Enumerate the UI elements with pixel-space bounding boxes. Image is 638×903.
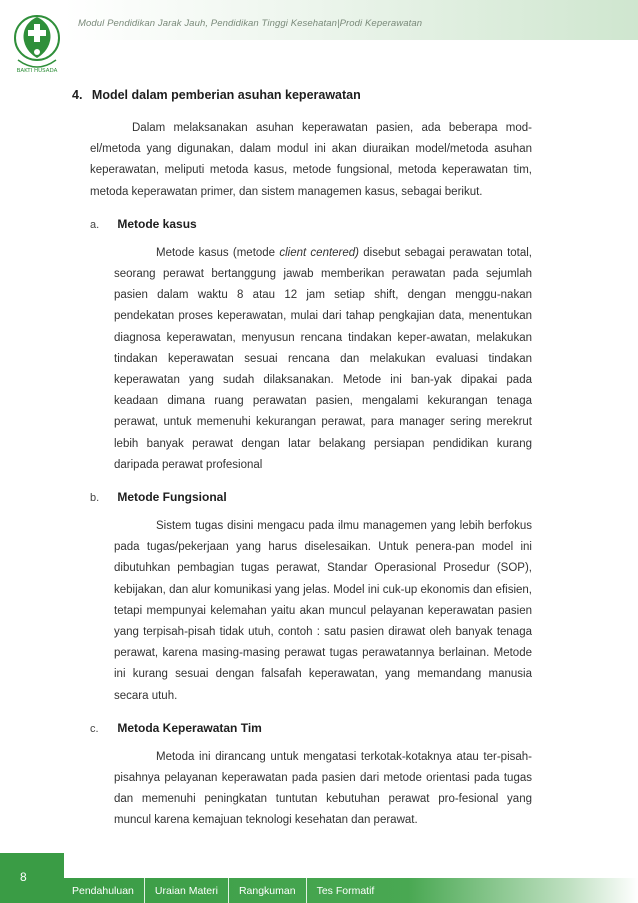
footer-link-uraian-materi[interactable]: Uraian Materi	[145, 878, 229, 903]
footer-nav	[64, 878, 638, 903]
page-number: 8	[20, 870, 27, 884]
body-text: Metode kasus (metode	[156, 246, 280, 259]
main-content	[72, 88, 532, 832]
footer-link-pendahuluan[interactable]: Pendahuluan	[64, 878, 145, 903]
subsection-title: Metoda Keperawatan Tim	[117, 720, 262, 735]
svg-text:BAKTI HUSADA: BAKTI HUSADA	[16, 68, 58, 74]
section-heading	[72, 88, 532, 102]
subsection-body: Sistem tugas disini mengacu pada ilmu managemen yang lebih berfokus pada tugas/pekerjaan yang harus diselesaikan. Untuk penera-pan model ini dibutuhkan pembagian tugas perawat, Standar Operasional Prosedur (SOP), kebijakan, dan alur komunikasi yang jelas. Model ini cuk-up ekonomis dan efisien, tetapi mempunyai kelemahan yaitu akan muncul pelayanan keperawatan pasien yang terpisah-pisah tidak utuh, contoh : satu pasien dirawat oleh banyak tenaga perawat, karena masing-masing perawat tugas perawatannya berlainan. Metode ini kurang sesuai dengan falsafah keperawatan, yang memandang manusia secara utuh.	[114, 520, 532, 702]
section-title: Model dalam pemberian asuhan keperawatan	[91, 88, 361, 102]
body-text: disebut sebagai perawatan total, seorang perawat bertanggung jawab memberikan perawatan pada sejumlah pasien dalam waktu 8 atau 12 jam setiap shift, dengan menggu-nakan pendekatan proses keperawatan, mulai dari tahap pengkajian data, menentukan diagnosa keperawatan, menyusun rencana tindakan keper-awatan, melakukan tindakan keperawatan sesuai rencana dan melakukan evaluasi tindakan keperawatan yang sudah dilaksanakan. Metode ini ban-yak dipakai pada keadaan dimana ruang perawatan pasien, mengalami kekurangan tenaga perawat, untuk memenuhi kekurangan perawat, para manager sering merekrut lebih banyak perawat dengan latar belakang persiapan pendidikan kurang daripada perawat profesional	[114, 246, 533, 471]
subsection-title: Metode kasus	[117, 216, 197, 231]
section-intro: Dalam melaksanakan asuhan keperawatan pasien, ada beberapa mod-el/metoda yang digunakan, dalam modul ini akan diuraikan model/metoda asuhan keperawatan, meliputi metoda kasus, metode fungsional, metoda keperawatan tim, metoda keperawatan primer, dan sistem managemen kasus, sebagai berikut.	[90, 122, 532, 198]
subsection-body	[90, 243, 532, 476]
footer-link-tes-formatif[interactable]: Tes Formatif	[316, 884, 375, 897]
footer-link-rangkuman[interactable]: Rangkuman	[229, 878, 307, 903]
subsection-a	[72, 217, 532, 476]
page-number-box	[0, 853, 64, 903]
body-italic-text: client centered)	[279, 246, 360, 259]
header-text: Modul Pendidikan Jarak Jauh, Pendidikan Tinggi Kesehatan|Prodi Keperawatan	[78, 18, 423, 29]
subsection-c	[72, 721, 532, 832]
subsection-heading	[90, 490, 532, 504]
subsection-b	[72, 490, 532, 707]
subsection-title: Metode Fungsional	[117, 490, 227, 505]
subsection-letter: b.	[90, 492, 100, 505]
subsection-body: Metoda ini dirancang untuk mengatasi terkotak-kotaknya atau ter-pisah-pisahnya pelayanan keperawatan pada pasien dari metode orientasi pada tugas dan memenuhi peningkatan tuntutan kebutuhan perawat pro-fesional yang muncul karena kemajuan teknologi kesehatan dan perawat.	[114, 750, 532, 827]
subsection-letter: c.	[90, 722, 99, 735]
subsection-heading	[90, 217, 532, 231]
kemenkes-logo	[12, 8, 62, 80]
subsection-letter: a.	[90, 218, 100, 231]
section-number: 4.	[72, 88, 83, 102]
subsection-heading	[90, 721, 532, 735]
